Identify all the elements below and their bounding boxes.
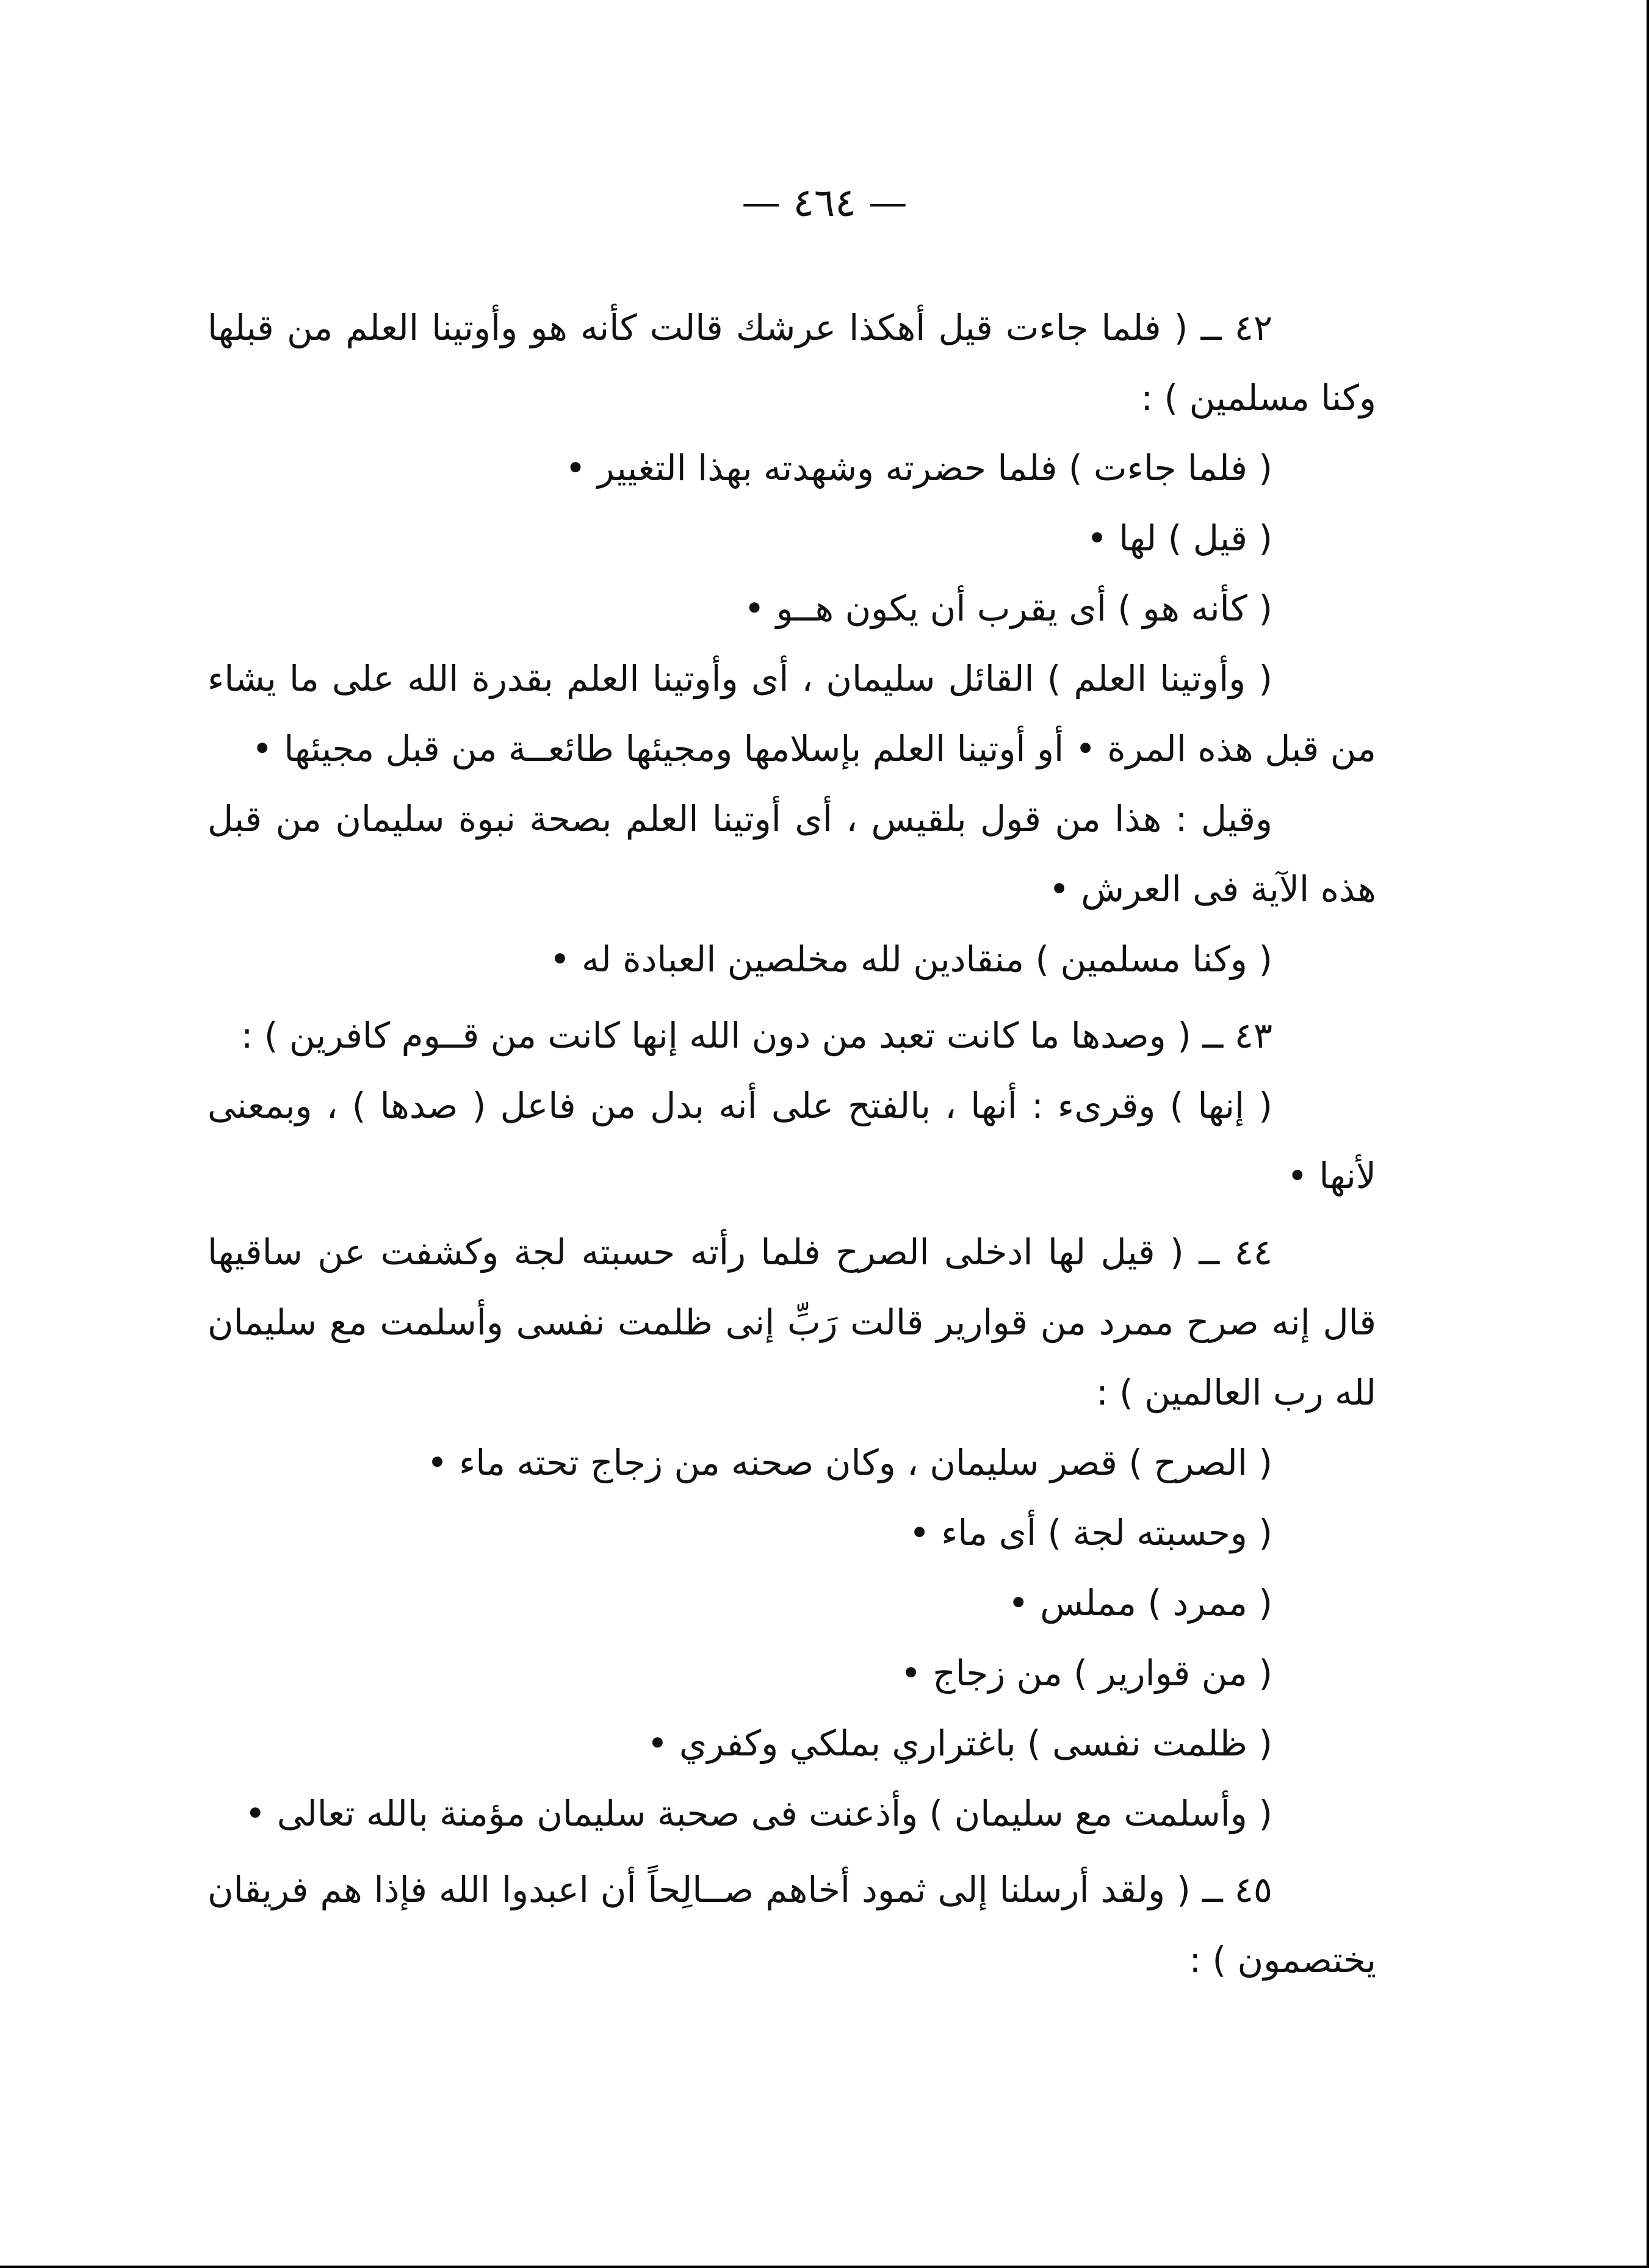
gloss-line: ( الصرح ) قصر سليمان ، وكان صحنه من زجاج تحته ماء • (427, 1442, 1272, 1483)
commentary-paragraph: ( وأوتينا العلم ) القائل سليمان ، أى وأوتينا العلم بقدرة الله على ما يشاء من قبل هذه المرة • أو أوتينا العلم بإسلامها ومجيئها طائعــة من قبل مجيئها • (207, 658, 1376, 769)
gloss-line: ( وكنا مسلمين ) منقادين لله مخلصين العبادة له • (549, 938, 1272, 980)
gloss-line: ( ظلمت نفسى ) باغتراري بملكي وكفري • (647, 1723, 1272, 1764)
gloss-line: ( وحسبته لجة ) أى ماء • (909, 1512, 1272, 1553)
verse-45: ٤٥ ــ ( ولقد أرسلنا إلى ثمود أخاهم صــالِحاً أن اعبدوا الله فإذا هم فريقان يختصمون ) : (207, 1869, 1376, 1981)
gloss-line: ( قيل ) لها • (1086, 517, 1272, 559)
page-border-right (1647, 0, 1649, 2268)
verse-44: ٤٤ ــ ( قيل لها ادخلى الصرح فلما رأته حسبته لجة وكشفت عن ساقيها قال إنه صرح ممرد من قوارير قالت رَبِّ إنى ظلمت نفسى وأسلمت مع سليمان لله رب العالمين ) : (207, 1231, 1376, 1413)
page-body (207, 287, 1376, 1995)
commentary-paragraph: وقيل : هذا من قول بلقيس ، أى أوتينا العلم بصحة نبوة سليمان من قبل هذه الآية فى العرش • (207, 798, 1376, 910)
commentary-paragraph: ( إنها ) وقرىء : أنها ، بالفتح على أنه بدل من فاعل ( صدها ) ، وبمعنى لأنها • (207, 1085, 1376, 1197)
verse-43: ٤٣ ــ ( وصدها ما كانت تعبد من دون الله إنها كانت من قــوم كافرين ) : (240, 1015, 1272, 1056)
gloss-line: ( فلما جاءت ) فلما حضرته وشهدته بهذا التغيير • (565, 447, 1272, 489)
gloss-line: ( من قوارير ) من زجاج • (900, 1652, 1272, 1694)
page-border-bottom (0, 2266, 1649, 2268)
verse-42: ٤٢ ــ ( فلما جاءت قيل أهكذا عرشك قالت كأنه هو وأوتينا العلم من قبلها وكنا مسلمين ) : (207, 307, 1376, 419)
page-number: — ٤٦٤ — (742, 181, 907, 226)
gloss-line: ( كأنه هو ) أى يقرب أن يكون هــو • (743, 588, 1272, 629)
gloss-line: ( وأسلمت مع سليمان ) وأذعنت فى صحبة سليمان مؤمنة بالله تعالى • (245, 1793, 1272, 1834)
gloss-line: ( ممرد ) مملس • (1008, 1582, 1272, 1624)
